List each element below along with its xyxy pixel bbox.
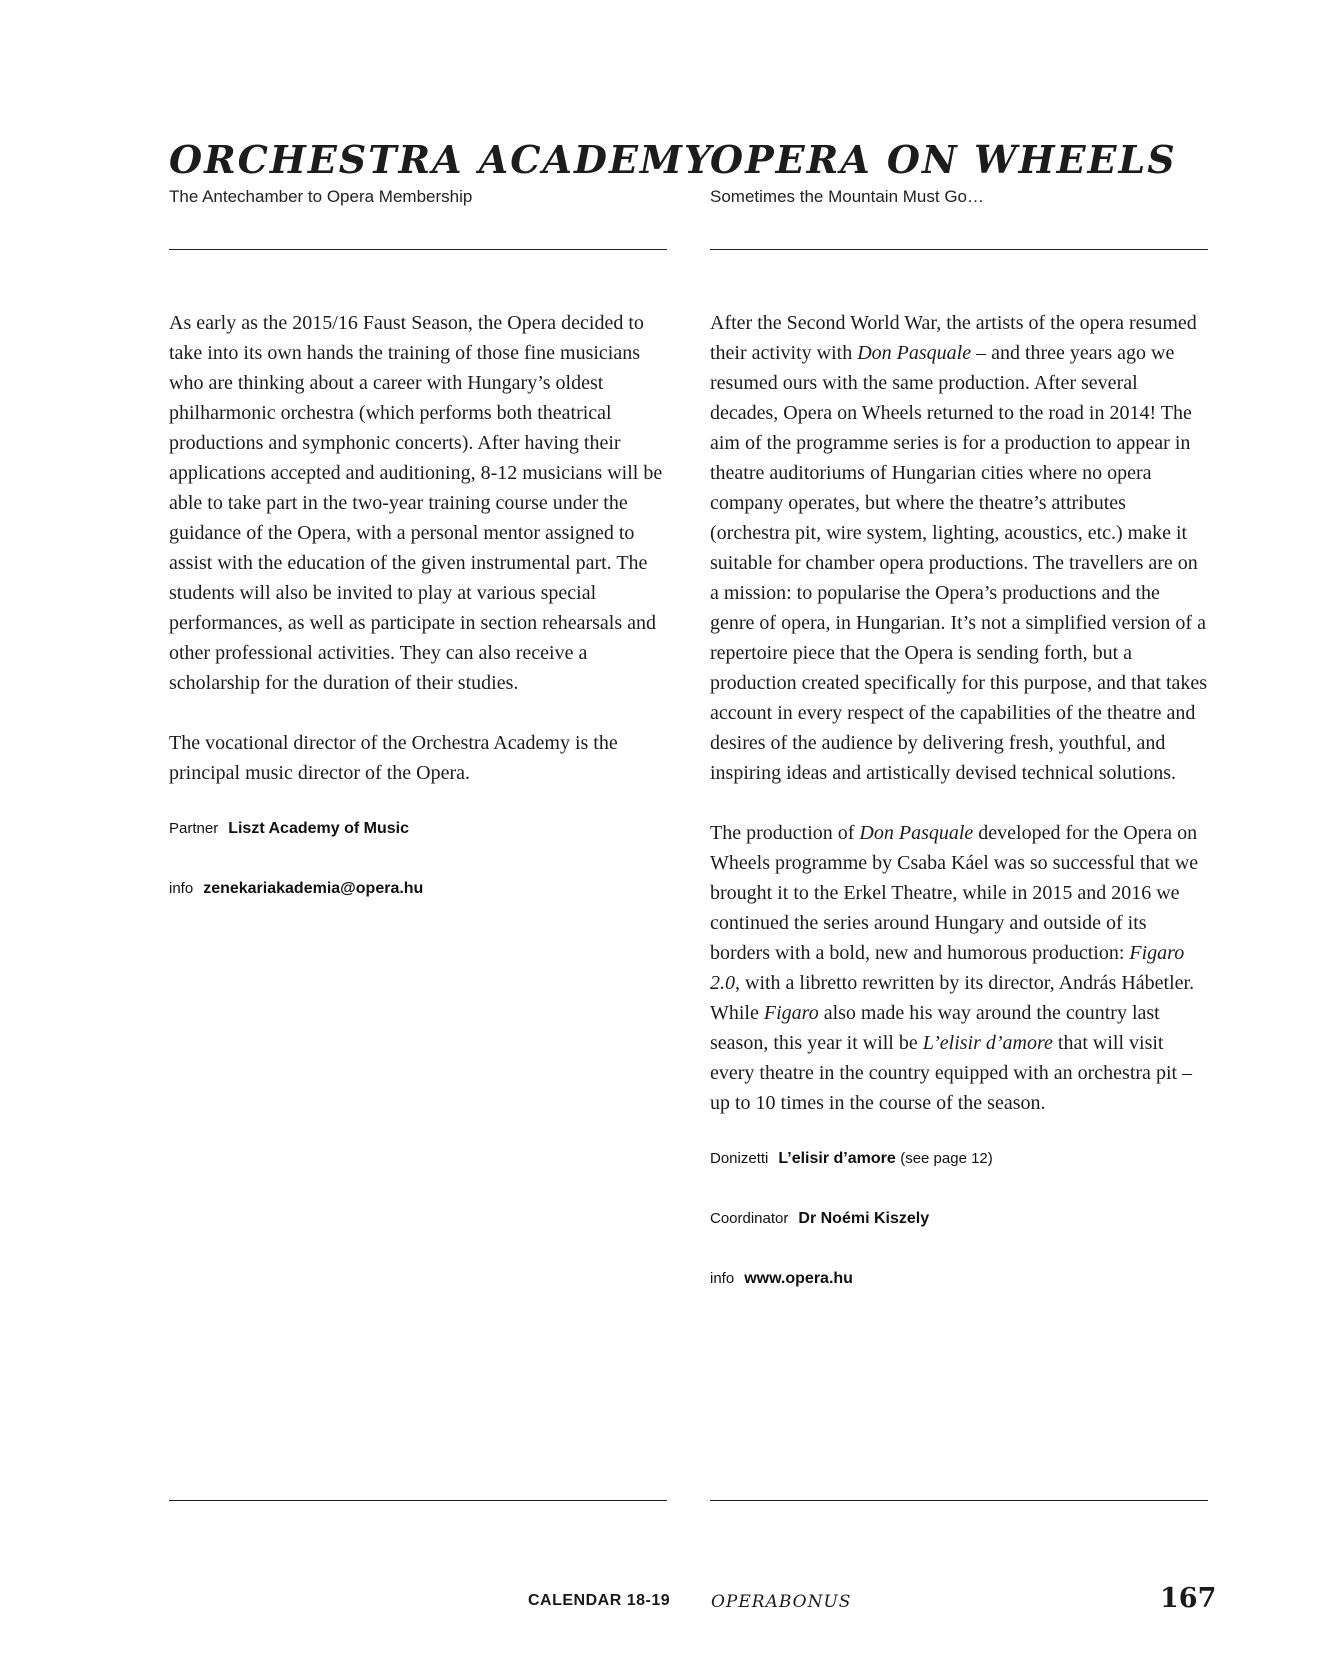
right-article-body	[710, 308, 1208, 1328]
info-website-link[interactable]: www.opera.hu	[744, 1270, 853, 1287]
footer-operabonus: OPERABONUS	[711, 1592, 852, 1612]
page-number: 167	[1160, 1583, 1217, 1614]
paragraph: As early as the 2015/16 Faust Season, the Opera decided to take into its own hands the training of those fine musicians who are thinking about a career with Hungary’s oldest philharmonic orchestra (which performs both theatrical productions and symphonic concerts). After having their applications accepted and auditioning, 8-12 musicians will be able to take part in the two-year training course under the guidance of the Opera, with a personal mentor assigned to assist with the education of the given instrumental part. The students will also be invited to play at various special performances, as well as participate in section rehearsals and other professional activities. They can also receive a scholarship for the duration of their studies.	[169, 312, 663, 694]
footer-divider-left	[169, 1500, 667, 1501]
header-divider-left	[169, 249, 667, 250]
header-divider-right	[710, 249, 1208, 250]
text-run: After the Second World War, the artists of the opera resumed their activity with	[710, 312, 1197, 364]
text-run: – and three years ago we resumed ours with the same production. After several decades, Opera on Wheels returned to the road in 2014! The aim of the programme series is for a production to appear in theatre auditoriums of Hungarian cities where no opera company operates, but where the theatre’s attributes (orchestra pit, wire system, lighting, acoustics, etc.) make it suitable for chamber opera productions. The travellers are on a mission: to popularise the Opera’s productions and the genre of opera, in Hungarian. It’s not a simplified version of a repertoire piece that the Opera is sending forth, but a production created specifically for this purpose, and that takes account in every respect of the capabilities of the theatre and desires of the audience by delivering fresh, youthful, and inspiring ideas and artistically devised technical solutions.	[710, 342, 1208, 784]
composer-line	[710, 1148, 1208, 1170]
work-title: Don Pasquale	[857, 342, 972, 364]
work-title: Figaro 2.0	[710, 942, 1185, 994]
left-column-header	[169, 137, 714, 208]
info-label: info	[169, 880, 194, 897]
info-label: info	[710, 1270, 735, 1287]
work-title: Don Pasquale	[859, 822, 974, 844]
right-column-header	[710, 138, 1208, 208]
section-title: ORCHESTRA ACADEMY	[169, 137, 714, 182]
partner-value: Liszt Academy of Music	[228, 820, 409, 837]
text-run: , with a libretto rewritten by its director, András Hábetler. While	[710, 972, 1195, 1024]
work-title: Figaro	[763, 1002, 819, 1024]
text-run: that will visit every theatre in the country equipped with an orchestra pit – up to 10 times in the course of the season.	[710, 1032, 1193, 1114]
section-subtitle: Sometimes the Mountain Must Go…	[710, 187, 985, 206]
section-title: OPERA ON WHEELS	[710, 137, 1177, 182]
section-subtitle: The Antechamber to Opera Membership	[169, 187, 473, 206]
info-line	[710, 1268, 1208, 1290]
coordinator-value: Dr Noémi Kiszely	[798, 1210, 930, 1227]
left-article-body	[169, 308, 667, 938]
text-run: The production of	[710, 822, 860, 844]
info-line	[169, 878, 667, 900]
coordinator-label: Coordinator	[710, 1210, 789, 1227]
footer-calendar: CALENDAR 18-19	[528, 1592, 671, 1609]
partner-label: Partner	[169, 820, 219, 837]
footer-divider-right	[710, 1500, 1208, 1501]
composer-label: Donizetti	[710, 1150, 769, 1167]
paragraph	[710, 818, 1208, 1118]
text-run: developed for the Opera on Wheels programme by Csaba Káel was so successful that we brought it to the Erkel Theatre, while in 2015 and 2016 we continued the series around Hungary and outside of its borders with a bold, new and humorous production:	[710, 822, 1199, 964]
coordinator-line	[710, 1208, 1208, 1230]
info-email-link[interactable]: zenekariakademia@opera.hu	[203, 880, 424, 897]
page-reference: (see page 12)	[900, 1150, 993, 1167]
text-run: also made his way around the country last season, this year it will be	[710, 1002, 1160, 1054]
paragraph	[710, 308, 1208, 788]
composer-work: L’elisir d’amore	[778, 1150, 896, 1167]
work-title: L’elisir d’amore	[922, 1032, 1053, 1054]
paragraph: The vocational director of the Orchestra Academy is the principal music director of the Opera.	[169, 732, 618, 784]
partner-line	[169, 818, 667, 840]
